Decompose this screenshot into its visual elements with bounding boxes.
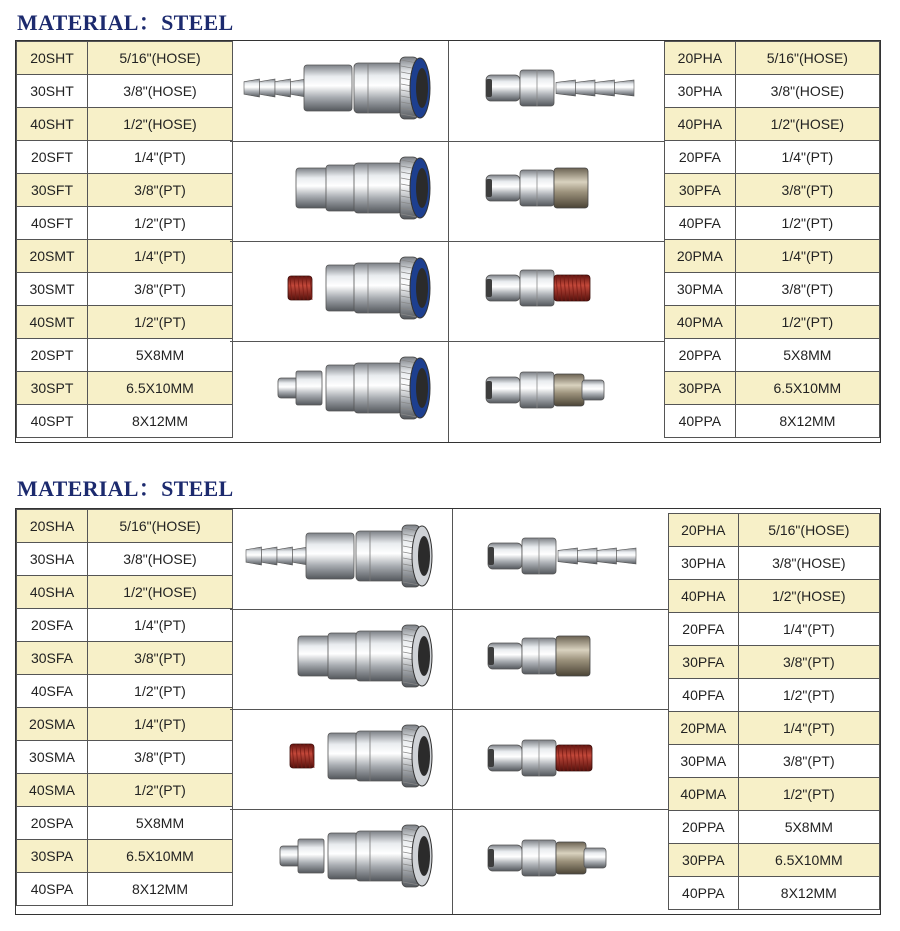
table-row [17,174,233,207]
model-code-cell: 20PHA [665,42,736,75]
size-cell: 5/16"(HOSE) [735,42,879,75]
plug-female-thread-image [478,629,648,684]
model-code-cell: 40SHT [17,108,88,141]
size-cell: 6.5X10MM [88,840,233,873]
model-code-cell: 20PHA [669,514,739,547]
table-row [17,339,233,372]
model-code-cell: 40PMA [665,306,736,339]
model-code-cell: 40SMT [17,306,88,339]
size-cell: 3/8"(PT) [88,642,233,675]
table-row [665,174,880,207]
size-cell: 8X12MM [88,873,233,906]
size-cell: 1/2"(HOSE) [88,108,233,141]
table-row [669,580,880,613]
model-code-cell: 30SFT [17,174,88,207]
table-row [17,207,233,240]
section-1-table [15,40,881,443]
size-cell: 1/2"(PT) [88,207,233,240]
table-row [17,642,233,675]
size-cell: 5X8MM [88,807,233,840]
size-cell: 1/2"(PT) [735,306,879,339]
table-row [17,543,233,576]
size-cell: 3/8"(PT) [738,646,879,679]
size-cell: 3/8"(HOSE) [88,75,233,108]
plug-hose-barb-image [476,61,646,116]
size-cell: 6.5X10MM [735,372,879,405]
table-row [17,774,233,807]
model-code-cell: 30SPT [17,372,88,405]
table-row [17,141,233,174]
model-code-cell: 20SMT [17,240,88,273]
size-cell: 8X12MM [738,877,879,910]
plug-female-thread-image [476,161,646,216]
size-cell: 5/16"(HOSE) [88,42,233,75]
socket-female-thread-coupler-image [238,621,438,691]
model-code-cell: 40SMA [17,774,88,807]
model-code-cell: 40PHA [665,108,736,141]
model-code-cell: 30PFA [665,174,736,207]
size-cell: 3/8"(PT) [88,174,233,207]
size-cell: 3/8"(HOSE) [735,75,879,108]
plug-spec-table [668,513,880,910]
model-code-cell: 40PPA [665,405,736,438]
table-row [665,141,880,174]
plug-spec-table [664,41,880,438]
socket-hose-nut-coupler-image [236,353,436,423]
size-cell: 3/8"(PT) [738,745,879,778]
size-cell: 1/4"(PT) [88,240,233,273]
table-row [665,339,880,372]
size-cell: 8X12MM [88,405,233,438]
plug-male-thread-image [478,731,648,786]
socket-male-thread-coupler-image [236,253,436,323]
model-code-cell: 20SMA [17,708,88,741]
table-row [17,873,233,906]
size-cell: 5X8MM [738,811,879,844]
size-cell: 1/2"(PT) [88,774,233,807]
size-cell: 1/2"(PT) [738,679,879,712]
table-row [665,273,880,306]
size-cell: 1/4"(PT) [88,609,233,642]
table-row [669,613,880,646]
plug-hose-barb-image [478,529,648,584]
model-code-cell: 40PPA [669,877,739,910]
model-code-cell: 40SPT [17,405,88,438]
model-code-cell: 30SFA [17,642,88,675]
model-code-cell: 40SFT [17,207,88,240]
table-row [17,75,233,108]
plug-hose-nut-image [478,831,648,886]
table-row [665,372,880,405]
model-code-cell: 30PHA [669,547,739,580]
model-code-cell: 40PMA [669,778,739,811]
socket-spec-table [16,509,233,906]
table-row [669,547,880,580]
size-cell: 3/8"(PT) [735,273,879,306]
plug-male-thread-image [476,261,646,316]
size-cell: 3/8"(PT) [88,741,233,774]
model-code-cell: 20PFA [669,613,739,646]
size-cell: 1/4"(PT) [738,613,879,646]
table-row [669,514,880,547]
table-row [17,609,233,642]
size-cell: 1/4"(PT) [735,141,879,174]
section-2-heading: MATERIAL：STEEL [17,476,234,501]
size-cell: 1/2"(PT) [88,675,233,708]
model-code-cell: 30PFA [669,646,739,679]
table-row [17,306,233,339]
plug-hose-nut-image [476,363,646,418]
model-code-cell: 30PPA [665,372,736,405]
size-cell: 5X8MM [735,339,879,372]
table-row [17,840,233,873]
model-code-cell: 30PMA [665,273,736,306]
size-cell: 6.5X10MM [738,844,879,877]
size-cell: 5/16"(HOSE) [738,514,879,547]
table-row [669,811,880,844]
model-code-cell: 20PFA [665,141,736,174]
table-row [665,42,880,75]
table-row [17,42,233,75]
table-row [669,877,880,910]
table-row [669,778,880,811]
model-code-cell: 20PMA [669,712,739,745]
table-row [17,807,233,840]
model-code-cell: 40PFA [665,207,736,240]
table-row [665,75,880,108]
table-row [665,306,880,339]
socket-hose-nut-coupler-image [238,821,438,891]
table-row [17,741,233,774]
table-row [17,240,233,273]
model-code-cell: 20PPA [665,339,736,372]
size-cell: 1/2"(PT) [735,207,879,240]
size-cell: 8X12MM [735,405,879,438]
model-code-cell: 20SFT [17,141,88,174]
size-cell: 3/8"(PT) [735,174,879,207]
size-cell: 1/2"(PT) [88,306,233,339]
table-row [665,108,880,141]
model-code-cell: 20SPT [17,339,88,372]
table-row [17,405,233,438]
table-row [17,576,233,609]
size-cell: 1/2"(PT) [738,778,879,811]
table-row [669,679,880,712]
model-code-cell: 20SHA [17,510,88,543]
model-code-cell: 30PHA [665,75,736,108]
table-row [17,273,233,306]
model-code-cell: 40SFA [17,675,88,708]
size-cell: 1/2"(HOSE) [738,580,879,613]
socket-male-thread-coupler-image [238,721,438,791]
model-code-cell: 40SPA [17,873,88,906]
size-cell: 1/4"(PT) [88,141,233,174]
model-code-cell: 30SHA [17,543,88,576]
size-cell: 3/8"(HOSE) [738,547,879,580]
table-row [17,372,233,405]
section-2-table [15,508,881,915]
model-code-cell: 30PMA [669,745,739,778]
model-code-cell: 30SPA [17,840,88,873]
model-code-cell: 20PPA [669,811,739,844]
socket-spec-table [16,41,233,438]
model-code-cell: 30SHT [17,75,88,108]
size-cell: 3/8"(HOSE) [88,543,233,576]
table-row [17,510,233,543]
table-row [669,712,880,745]
table-row [17,675,233,708]
table-row [669,646,880,679]
table-row [665,405,880,438]
socket-hose-barb-coupler-image [236,53,436,123]
table-row [669,745,880,778]
size-cell: 1/4"(PT) [738,712,879,745]
socket-hose-barb-coupler-image [238,521,438,591]
model-code-cell: 30PPA [669,844,739,877]
model-code-cell: 20SHT [17,42,88,75]
size-cell: 1/2"(HOSE) [735,108,879,141]
section-1-heading: MATERIAL：STEEL [17,10,234,35]
model-code-cell: 30SMT [17,273,88,306]
model-code-cell: 20SFA [17,609,88,642]
size-cell: 6.5X10MM [88,372,233,405]
model-code-cell: 30SMA [17,741,88,774]
model-code-cell: 40SHA [17,576,88,609]
model-code-cell: 40PFA [669,679,739,712]
table-row [665,240,880,273]
size-cell: 5/16"(HOSE) [88,510,233,543]
size-cell: 1/4"(PT) [735,240,879,273]
size-cell: 5X8MM [88,339,233,372]
model-code-cell: 20SPA [17,807,88,840]
socket-female-thread-coupler-image [236,153,436,223]
size-cell: 3/8"(PT) [88,273,233,306]
table-row [17,108,233,141]
size-cell: 1/2"(HOSE) [88,576,233,609]
size-cell: 1/4"(PT) [88,708,233,741]
table-row [665,207,880,240]
table-row [669,844,880,877]
table-row [17,708,233,741]
model-code-cell: 40PHA [669,580,739,613]
model-code-cell: 20PMA [665,240,736,273]
